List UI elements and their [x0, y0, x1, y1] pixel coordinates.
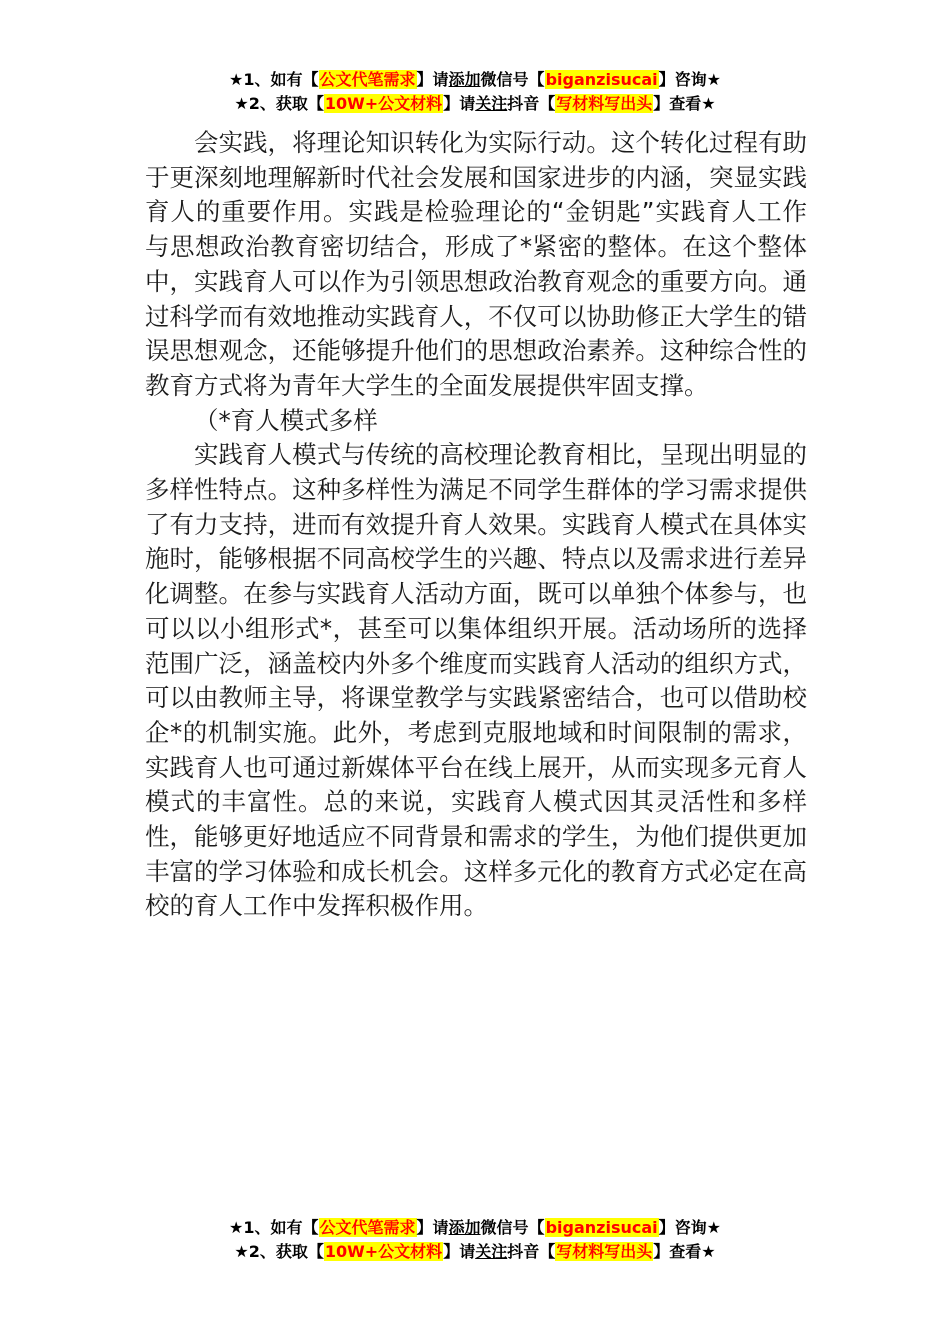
banner-text: 微信号【	[480, 70, 545, 89]
banner-highlight: 10W+公文材料	[324, 1242, 443, 1261]
footer-banner	[0, 1216, 950, 1264]
banner-line-1	[0, 1216, 950, 1240]
banner-text: 】请	[443, 94, 476, 113]
banner-highlight: biganzisucai	[545, 70, 658, 89]
banner-highlight: biganzisucai	[545, 1218, 658, 1237]
banner-text: 】咨询★	[658, 70, 721, 89]
banner-text: ★1、如有【	[229, 1218, 319, 1237]
banner-text: 】请	[416, 1218, 449, 1237]
banner-text: 】咨询★	[658, 1218, 721, 1237]
banner-text: 】查看★	[653, 94, 716, 113]
banner-text: 抖音【	[507, 1242, 556, 1261]
banner-text: 】查看★	[653, 1242, 716, 1261]
header-banner	[0, 68, 950, 116]
banner-highlight: 写材料写出头	[556, 1242, 653, 1261]
banner-text: 微信号【	[480, 1218, 545, 1237]
banner-line-2	[0, 1240, 950, 1264]
banner-underline-text: 添加	[448, 70, 481, 89]
banner-highlight: 10W+公文材料	[324, 94, 443, 113]
body-paragraph: 会实践，将理论知识转化为实际行动。这个转化过程有助于更深刻地理解新时代社会发展和国家进步的内涵，突显实践育人的重要作用。实践是检验理论的“金钥匙”实践育人工作与思想政治教育密切结合，形成了*紧密的整体。在这个整体中，实践育人可以作为引领思想政治教育观念的重要方向。通过科学而有效地推动实践育人，不仅可以协助修正大学生的错误思想观念，还能够提升他们的思想政治素养。这种综合性的教育方式将为青年大学生的全面发展提供牢固支撑。	[145, 128, 807, 400]
banner-highlight: 写材料写出头	[556, 94, 653, 113]
banner-text: ★2、获取【	[234, 1242, 324, 1261]
banner-underline-text: 关注	[475, 94, 508, 113]
banner-underline-text: 关注	[475, 1242, 508, 1261]
document-body	[145, 126, 807, 924]
banner-underline-text: 添加	[448, 1218, 481, 1237]
banner-text: ★2、获取【	[234, 94, 324, 113]
section-heading: （*育人模式多样	[194, 405, 378, 435]
banner-text: 】请	[443, 1242, 476, 1261]
banner-highlight: 公文代笔需求	[319, 1218, 416, 1237]
body-paragraph: 实践育人模式与传统的高校理论教育相比，呈现出明显的多样性特点。这种多样性为满足不同学生群体的学习需求提供了有力支持，进而有效提升育人效果。实践育人模式在具体实施时，能够根据不同高校学生的兴趣、特点以及需求进行差异化调整。在参与实践育人活动方面，既可以单独个体参与，也可以以小组形式*，甚至可以集体组织开展。活动场所的选择范围广泛，涵盖校内外多个维度而实践育人活动的组织方式，可以由教师主导，将课堂教学与实践紧密结合，也可以借助校企*的机制实施。此外，考虑到克服地域和时间限制的需求，实践育人也可通过新媒体平台在线上展开，从而实现多元育人模式的丰富性。总的来说，实践育人模式因其灵活性和多样性，能够更好地适应不同背景和需求的学生，为他们提供更加丰富的学习体验和成长机会。这样多元化的教育方式必定在高校的育人工作中发挥积极作用。	[145, 440, 807, 921]
banner-text: ★1、如有【	[229, 70, 319, 89]
banner-text: 抖音【	[507, 94, 556, 113]
banner-text: 】请	[416, 70, 449, 89]
banner-line-1	[0, 68, 950, 92]
banner-highlight: 公文代笔需求	[319, 70, 416, 89]
banner-line-2	[0, 92, 950, 116]
